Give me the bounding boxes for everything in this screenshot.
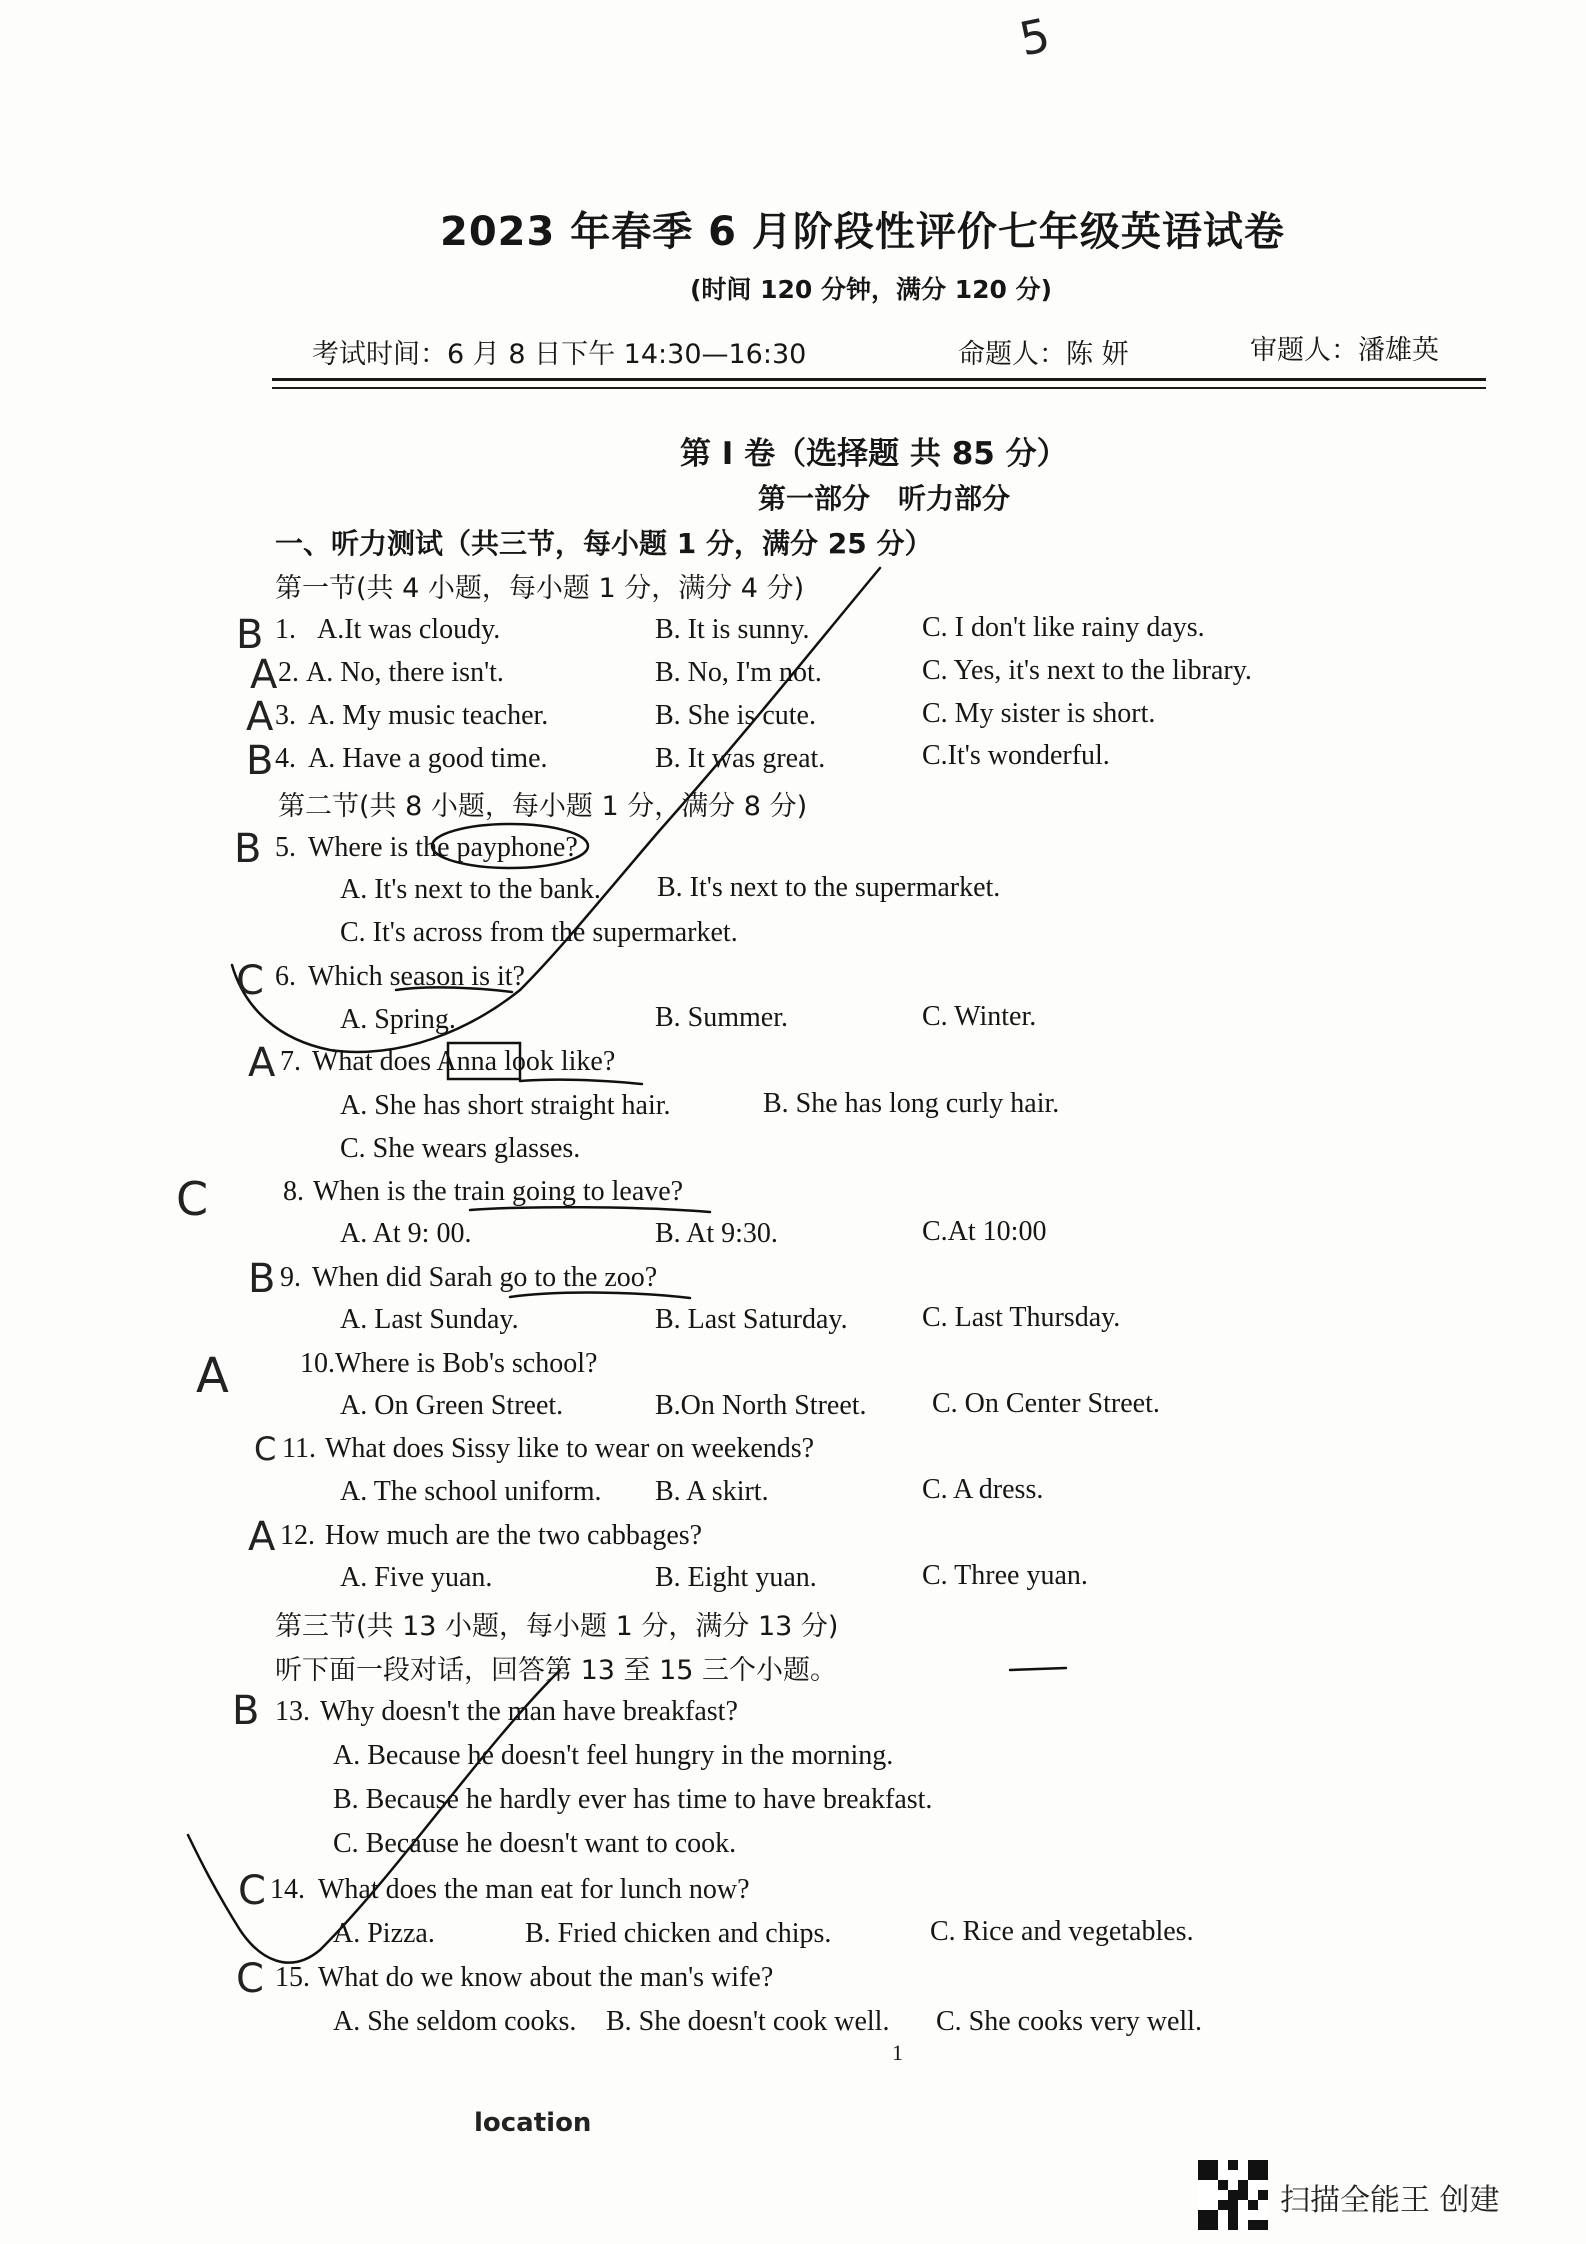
option-b: B. Summer. (655, 1002, 789, 1033)
option-b: B. She is cute. (655, 700, 816, 731)
option-a: A. Five yuan. (340, 1562, 493, 1593)
option-a: A. Pizza. (333, 1918, 435, 1949)
section-3-instruction: 听下面一段对话，回答第 13 至 15 三个小题。 (275, 1655, 838, 1686)
option-c: C. Rice and vegetables. (930, 1916, 1194, 1947)
option-b: B. It is sunny. (655, 614, 810, 645)
question-number: 8. (283, 1176, 304, 1207)
option-a: A. It's next to the bank. (340, 874, 601, 905)
option-b: B. It was great. (655, 743, 826, 774)
qr-code-icon (1198, 2160, 1268, 2230)
question-text: Why doesn't the man have breakfast? (320, 1696, 738, 1727)
question-text: What does Sissy like to wear on weekends? (325, 1433, 815, 1464)
question-number: 11. (282, 1433, 316, 1464)
option-a: A. At 9: 00. (340, 1218, 472, 1249)
option-c: C. A dress. (922, 1474, 1044, 1505)
exam-time: 考试时间：6 月 8 日下午 14:30—16:30 (312, 339, 807, 370)
answer-mark: A (196, 1348, 229, 1404)
option-c: C. Last Thursday. (922, 1302, 1121, 1333)
option-c: C. On Center Street. (932, 1388, 1160, 1419)
option-b: B. At 9:30. (655, 1218, 778, 1249)
option-c: C. She cooks very well. (936, 2006, 1202, 2037)
option-b: B. Fried chicken and chips. (525, 1918, 832, 1949)
answer-mark: C (254, 1430, 277, 1468)
answer-mark: B (236, 612, 264, 658)
option-a: A. She has short straight hair. (340, 1090, 671, 1121)
answer-mark: C (238, 1868, 266, 1914)
option-c: C.At 10:00 (922, 1216, 1047, 1247)
question-text: When is the train going to leave? (313, 1176, 684, 1207)
section-1-heading: 第一节(共 4 小题，每小题 1 分，满分 4 分) (275, 573, 805, 604)
exam-subtitle: (时间 120 分钟，满分 120 分) (690, 275, 1053, 304)
header-rule-bottom (272, 387, 1486, 389)
answer-mark: B (234, 826, 262, 872)
option-c: C. My sister is short. (922, 698, 1156, 729)
question-number: 9. (280, 1262, 301, 1293)
answer-mark: A (250, 652, 278, 698)
option-b: B. Last Saturday. (655, 1304, 848, 1335)
answer-mark: C (236, 1956, 264, 2002)
question-number: 14. (270, 1874, 305, 1905)
question-text: When did Sarah go to the zoo? (312, 1262, 658, 1293)
option-a: A. The school uniform. (340, 1476, 602, 1507)
setter: 命题人：陈 妍 (958, 339, 1129, 370)
underline-look-like (520, 1080, 642, 1084)
answer-mark: C (236, 958, 264, 1004)
listening-title: 一、听力测试（共三节，每小题 1 分，满分 25 分） (275, 527, 933, 560)
option-b: B. A skirt. (655, 1476, 769, 1507)
option-a: A.It was cloudy. (317, 614, 501, 645)
page-number: 1 (892, 2040, 903, 2065)
header-rule-top (272, 378, 1486, 381)
question-number: 1. (275, 614, 296, 645)
option-c: C. Yes, it's next to the library. (922, 655, 1252, 686)
scribble-bottom: location (474, 2108, 592, 2138)
dash-mark (1010, 1668, 1066, 1670)
option-c: C. I don't like rainy days. (922, 612, 1205, 643)
answer-mark: B (232, 1688, 260, 1734)
option-a: A. Last Sunday. (340, 1304, 519, 1335)
question-text: Where is Bob's school? (335, 1348, 598, 1379)
question-number: 15. (275, 1962, 310, 1993)
option-b: B. It's next to the supermarket. (657, 872, 1001, 903)
option-c: C. Winter. (922, 1001, 1037, 1032)
question-number: 4. (275, 743, 296, 774)
option-a: A. Spring. (340, 1004, 456, 1035)
question-number: 2. (278, 657, 299, 688)
option-b: B. She doesn't cook well. (606, 2006, 890, 2037)
answer-mark: C (176, 1172, 209, 1226)
question-number: 12. (280, 1520, 315, 1551)
option-c: C. She wears glasses. (340, 1133, 581, 1164)
part-title: 第一部分 听力部分 (758, 482, 1011, 515)
section-3-heading: 第三节(共 13 小题，每小题 1 分，满分 13 分) (275, 1611, 839, 1642)
question-text: What do we know about the man's wife? (318, 1962, 774, 1993)
option-a: A. No, there isn't. (306, 657, 504, 688)
question-number: 5. (275, 832, 296, 863)
question-number: 7. (280, 1046, 301, 1077)
volume-title: 第 I 卷（选择题 共 85 分） (680, 436, 1068, 472)
question-number: 3. (275, 700, 296, 731)
option-b: B.On North Street. (655, 1390, 867, 1421)
scanner-watermark: 扫描全能王 创建 (1280, 2183, 1500, 2218)
question-text: Which season is it? (308, 961, 525, 992)
exam-title: 2023 年春季 6 月阶段性评价七年级英语试卷 (440, 209, 1285, 255)
answer-mark: B (246, 738, 274, 784)
question-text: What does Anna look like? (312, 1046, 616, 1077)
answer-mark: A (246, 694, 274, 740)
question-text: Where is the payphone? (308, 832, 578, 863)
option-a: A. She seldom cooks. (333, 2006, 577, 2037)
option-a: A. Because he doesn't feel hungry in the morning. (333, 1740, 894, 1771)
option-b: B. No, I'm not. (655, 657, 822, 688)
option-c: C. Three yuan. (922, 1560, 1088, 1591)
answer-mark: A (248, 1514, 276, 1560)
option-b: B. Eight yuan. (655, 1562, 817, 1593)
question-number: 10. (300, 1348, 335, 1379)
option-a: A. On Green Street. (340, 1390, 564, 1421)
question-number: 6. (275, 961, 296, 992)
answer-mark: B (248, 1256, 276, 1302)
option-c: C. It's across from the supermarket. (340, 917, 738, 948)
reviewer: 审题人：潘雄英 (1250, 335, 1439, 366)
option-b: B. Because he hardly ever has time to have breakfast. (333, 1784, 933, 1815)
option-c: C. Because he doesn't want to cook. (333, 1828, 737, 1859)
answer-mark: A (248, 1040, 276, 1086)
option-b: B. She has long curly hair. (763, 1088, 1060, 1119)
section-2-heading: 第二节(共 8 小题，每小题 1 分，满分 8 分) (278, 791, 808, 822)
option-a: A. Have a good time. (308, 743, 548, 774)
scribble-top: 5 (1014, 7, 1055, 67)
question-text: How much are the two cabbages? (325, 1520, 703, 1551)
option-a: A. My music teacher. (308, 700, 549, 731)
option-c: C.It's wonderful. (922, 740, 1110, 771)
question-text: What does the man eat for lunch now? (318, 1874, 750, 1905)
question-number: 13. (275, 1696, 310, 1727)
